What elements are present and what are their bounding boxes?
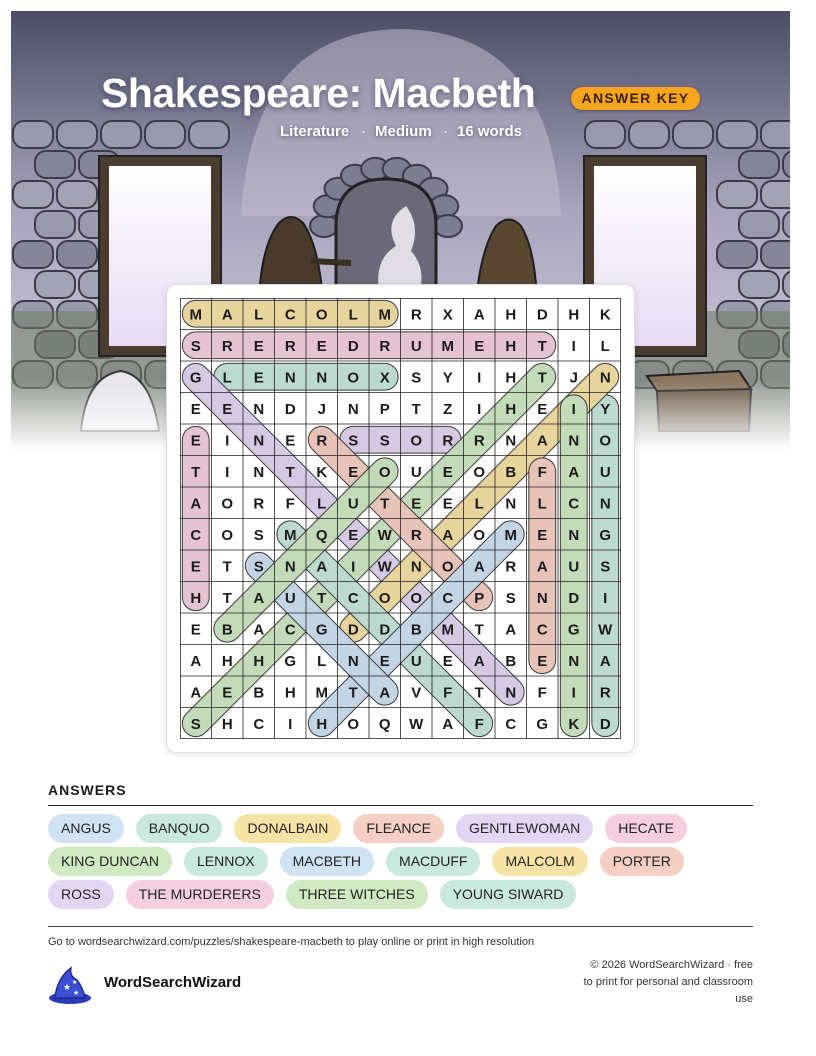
grid-letter: O bbox=[347, 715, 360, 733]
grid-letter: D bbox=[347, 337, 359, 355]
grid-letter: U bbox=[410, 463, 422, 481]
grid-letter: A bbox=[253, 589, 265, 607]
grid-letter: D bbox=[379, 621, 391, 639]
brand-name: WordSearchWizard bbox=[104, 974, 242, 991]
grid-letter: E bbox=[222, 400, 233, 418]
grid-letter: T bbox=[191, 463, 201, 481]
grid-letter: O bbox=[221, 526, 234, 544]
grid-letter: R bbox=[379, 337, 391, 355]
grid-letter: I bbox=[351, 558, 356, 576]
grid-letter: A bbox=[190, 652, 202, 670]
grid-letter: C bbox=[505, 715, 517, 733]
grid-letter: F bbox=[537, 684, 547, 702]
grid-letter: U bbox=[410, 652, 422, 670]
answer-chip: MALCOLM bbox=[492, 847, 587, 876]
answer-chip: HECATE bbox=[605, 814, 687, 843]
grid-letter: G bbox=[315, 621, 328, 639]
grid-letter: H bbox=[190, 589, 202, 607]
grid-letter: A bbox=[599, 652, 611, 670]
grid-letter: A bbox=[536, 432, 548, 450]
grid-letter: T bbox=[222, 589, 232, 607]
grid-letter: W bbox=[598, 621, 613, 639]
grid-letter: R bbox=[599, 684, 611, 702]
grid-letter: N bbox=[568, 526, 580, 544]
grid-letter: G bbox=[284, 652, 297, 670]
answer-chip: ANGUS bbox=[48, 814, 124, 843]
grid-letter: W bbox=[377, 526, 392, 544]
grid-letter: S bbox=[411, 369, 422, 387]
grid-letter: C bbox=[442, 589, 454, 607]
grid-letter: K bbox=[568, 715, 580, 733]
page-title: Shakespeare: Macbeth bbox=[101, 70, 536, 116]
grid-letter: N bbox=[505, 495, 517, 513]
grid-letter: A bbox=[442, 526, 454, 544]
grid-letter: R bbox=[316, 432, 328, 450]
grid-letter: E bbox=[379, 652, 390, 670]
answer-chip: PORTER bbox=[600, 847, 684, 876]
difficulty-label: Medium bbox=[375, 123, 432, 140]
grid-letter: I bbox=[225, 463, 230, 481]
grid-letter: L bbox=[317, 652, 327, 670]
grid-letter: A bbox=[379, 684, 391, 702]
meta-separator: · bbox=[443, 123, 448, 140]
grid-letter: A bbox=[190, 495, 202, 513]
grid-letter: C bbox=[190, 526, 202, 544]
grid-letter: S bbox=[190, 337, 201, 355]
grid-letter: H bbox=[505, 337, 517, 355]
grid-letter: C bbox=[284, 621, 296, 639]
grid-letter: A bbox=[316, 558, 328, 576]
svg-text:★: ★ bbox=[63, 983, 72, 993]
grid-letter: U bbox=[599, 463, 611, 481]
grid-letter: H bbox=[505, 400, 517, 418]
grid-letter: N bbox=[505, 432, 517, 450]
grid-letter: E bbox=[537, 652, 548, 670]
grid-letter: T bbox=[411, 400, 421, 418]
grid-letter: S bbox=[253, 558, 264, 576]
grid-letter: I bbox=[571, 337, 576, 355]
footer-link-text: Go to wordsearchwizard.com/puzzles/shakespeare-macbeth to play online or print in high resolution bbox=[48, 936, 535, 948]
answers-heading: ANSWERS bbox=[48, 782, 127, 798]
grid-letter: A bbox=[442, 715, 454, 733]
divider bbox=[48, 926, 753, 927]
answer-chip: ROSS bbox=[48, 880, 114, 909]
grid-letter: N bbox=[599, 369, 611, 387]
grid-letter: G bbox=[536, 715, 549, 733]
grid-letter: R bbox=[473, 432, 485, 450]
grid-letter: H bbox=[221, 715, 233, 733]
grid-letter: F bbox=[285, 495, 295, 513]
grid-letter: V bbox=[411, 684, 422, 702]
grid-letter: Q bbox=[378, 715, 391, 733]
grid-letter: I bbox=[571, 684, 576, 702]
grid-letter: T bbox=[474, 684, 484, 702]
category-label: Literature bbox=[280, 123, 350, 140]
grid-letter: I bbox=[225, 432, 230, 450]
grid-letter: E bbox=[190, 621, 201, 639]
answer-chip: GENTLEWOMAN bbox=[456, 814, 593, 843]
grid-letter: H bbox=[221, 652, 233, 670]
grid-letter: S bbox=[348, 432, 359, 450]
grid-letter: T bbox=[537, 369, 547, 387]
grid-letter: N bbox=[253, 400, 265, 418]
grid-letter: T bbox=[380, 495, 390, 513]
grid-letter: I bbox=[571, 400, 576, 418]
grid-letter: H bbox=[505, 306, 517, 324]
grid-letter: F bbox=[443, 684, 453, 702]
grid-letter: R bbox=[442, 432, 454, 450]
grid-letter: T bbox=[537, 337, 547, 355]
grid-letter: D bbox=[568, 589, 580, 607]
grid-letter: T bbox=[348, 684, 358, 702]
grid-letter: S bbox=[600, 558, 611, 576]
grid-letter: T bbox=[317, 589, 327, 607]
grid-letter: D bbox=[599, 715, 611, 733]
grid-letter: P bbox=[379, 400, 390, 418]
arched-door bbox=[336, 179, 436, 301]
grid-letter: E bbox=[537, 400, 548, 418]
grid-letter: P bbox=[474, 589, 485, 607]
grid-letter: J bbox=[569, 369, 578, 387]
grid-letter: B bbox=[505, 652, 517, 670]
grid-letter: R bbox=[284, 337, 296, 355]
grid-letter: K bbox=[316, 463, 328, 481]
grid-letter: L bbox=[254, 306, 264, 324]
grid-letter: A bbox=[505, 621, 517, 639]
answer-chip: BANQUO bbox=[136, 814, 223, 843]
grid-letter: R bbox=[221, 337, 233, 355]
grid-letter: A bbox=[473, 652, 485, 670]
grid-letter: N bbox=[316, 369, 328, 387]
grid-letter: N bbox=[253, 463, 265, 481]
grid-letter: O bbox=[473, 463, 486, 481]
grid-letter: C bbox=[253, 715, 265, 733]
grid-letter: H bbox=[505, 369, 517, 387]
grid-letter: E bbox=[253, 369, 264, 387]
grid-letter: R bbox=[253, 495, 265, 513]
grid-letter: N bbox=[284, 558, 296, 576]
grid-letter: H bbox=[568, 306, 580, 324]
grid-letter: O bbox=[410, 432, 423, 450]
grid-letter: G bbox=[189, 369, 202, 387]
divider bbox=[48, 805, 753, 806]
grid-letter: A bbox=[221, 306, 233, 324]
grid-letter: F bbox=[537, 463, 547, 481]
grid-letter: U bbox=[347, 495, 359, 513]
grid-letter: E bbox=[411, 495, 422, 513]
grid-letter: E bbox=[442, 652, 453, 670]
grid-letter: N bbox=[568, 652, 580, 670]
answer-chip: FLEANCE bbox=[353, 814, 444, 843]
grid-letter: W bbox=[377, 558, 392, 576]
grid-letter: E bbox=[316, 337, 327, 355]
grid-letter: G bbox=[567, 621, 580, 639]
grid-letter: S bbox=[379, 432, 390, 450]
grid-letter: G bbox=[599, 526, 612, 544]
answer-key-badge: ANSWER KEY bbox=[571, 87, 700, 110]
answer-chip: KING DUNCAN bbox=[48, 847, 172, 876]
grid-letter: C bbox=[568, 495, 580, 513]
grid-letter: O bbox=[599, 432, 612, 450]
grid-letter: E bbox=[348, 463, 359, 481]
grid-letter: N bbox=[505, 684, 517, 702]
grid-letter: M bbox=[284, 526, 297, 544]
grid-letter: A bbox=[536, 558, 548, 576]
grid-letter: N bbox=[253, 432, 265, 450]
grid-letter: I bbox=[288, 715, 293, 733]
grid-letter: U bbox=[410, 337, 422, 355]
grid-letter: H bbox=[284, 684, 296, 702]
answer-chip: MACDUFF bbox=[386, 847, 480, 876]
grid-letter: O bbox=[410, 589, 423, 607]
grid-letter: M bbox=[315, 684, 328, 702]
grid-letter: C bbox=[536, 621, 548, 639]
grid-letter: H bbox=[316, 715, 328, 733]
grid-letter: R bbox=[505, 558, 517, 576]
grid-letter: L bbox=[474, 495, 484, 513]
grid-letter: C bbox=[284, 306, 296, 324]
grid-letter: K bbox=[599, 306, 611, 324]
grid-letter: M bbox=[441, 621, 454, 639]
grid-letter: O bbox=[378, 589, 391, 607]
meta-separator: · bbox=[361, 123, 366, 140]
grid-letter: X bbox=[442, 306, 453, 324]
grid-letter: L bbox=[600, 337, 610, 355]
answer-chip: DONALBAIN bbox=[234, 814, 341, 843]
grid-letter: E bbox=[253, 337, 264, 355]
grid-letter: L bbox=[348, 306, 358, 324]
grid-letter: T bbox=[474, 621, 484, 639]
grid-letter: S bbox=[505, 589, 516, 607]
grid-letter: Y bbox=[600, 400, 611, 418]
grid-letter: I bbox=[477, 400, 482, 418]
grid-letter: M bbox=[378, 306, 391, 324]
grid-letter: N bbox=[347, 652, 359, 670]
grid-letter: F bbox=[474, 715, 484, 733]
grid-letter: A bbox=[253, 621, 265, 639]
grid-letter: D bbox=[347, 621, 359, 639]
grid-letter: E bbox=[442, 495, 453, 513]
grid-letter: N bbox=[410, 558, 422, 576]
grid-letter: B bbox=[505, 463, 517, 481]
grid-letter: D bbox=[284, 400, 296, 418]
grid-letter: E bbox=[442, 463, 453, 481]
grid-letter: W bbox=[409, 715, 424, 733]
grid-letter: B bbox=[410, 621, 422, 639]
grid-letter: I bbox=[603, 589, 608, 607]
grid-letter: B bbox=[221, 621, 233, 639]
answer-chip: THREE WITCHES bbox=[286, 880, 428, 909]
grid-letter: Q bbox=[315, 526, 328, 544]
grid-letter: L bbox=[317, 495, 327, 513]
answer-chip: YOUNG SIWARD bbox=[440, 880, 577, 909]
grid-letter: B bbox=[253, 684, 265, 702]
grid-letter: J bbox=[317, 400, 326, 418]
grid-letter: D bbox=[536, 306, 548, 324]
grid-letter: R bbox=[410, 526, 422, 544]
grid-letter: M bbox=[189, 306, 202, 324]
grid-letter: S bbox=[253, 526, 264, 544]
grid-letter: S bbox=[190, 715, 201, 733]
answer-chip: MACBETH bbox=[280, 847, 374, 876]
answer-chip: LENNOX bbox=[184, 847, 268, 876]
grid-letter: U bbox=[284, 589, 296, 607]
grid-letter: R bbox=[410, 306, 422, 324]
grid-letter: I bbox=[477, 369, 482, 387]
grid-letter: N bbox=[284, 369, 296, 387]
grid-letter: O bbox=[315, 306, 328, 324]
grid-letter: U bbox=[568, 558, 580, 576]
grid-letter: E bbox=[190, 432, 201, 450]
grid-letter: T bbox=[222, 558, 232, 576]
grid-letter: N bbox=[536, 589, 548, 607]
grid-letter: E bbox=[285, 432, 296, 450]
grid-letter: T bbox=[285, 463, 295, 481]
grid-letter: M bbox=[504, 526, 517, 544]
grid-letter: O bbox=[221, 495, 234, 513]
answer-chip: THE MURDERERS bbox=[126, 880, 274, 909]
grid-letter: E bbox=[474, 337, 485, 355]
grid-letter: E bbox=[190, 558, 201, 576]
grid-letter: A bbox=[190, 684, 202, 702]
grid-letter: Y bbox=[442, 369, 453, 387]
grid-letter: N bbox=[568, 432, 580, 450]
grid-letter: A bbox=[473, 306, 485, 324]
grid-letter: X bbox=[379, 369, 390, 387]
grid-letter: E bbox=[537, 526, 548, 544]
grid-letter: L bbox=[222, 369, 232, 387]
grid-letter: E bbox=[222, 684, 233, 702]
grid-letter: C bbox=[347, 589, 359, 607]
word-count-label: 16 words bbox=[457, 123, 523, 140]
grid-letter: O bbox=[441, 558, 454, 576]
grid-letter: O bbox=[473, 526, 486, 544]
wizard-hat-icon bbox=[47, 964, 93, 1006]
grid-letter: N bbox=[599, 495, 611, 513]
grid-letter: L bbox=[537, 495, 547, 513]
grid-letter: M bbox=[441, 337, 454, 355]
svg-text:★: ★ bbox=[73, 989, 80, 997]
grid-letter: Z bbox=[443, 400, 453, 418]
grid-letter: N bbox=[347, 400, 359, 418]
svg-text:★: ★ bbox=[72, 979, 78, 986]
grid-letter: A bbox=[568, 463, 580, 481]
grid-letter: H bbox=[253, 652, 265, 670]
grid-letter: O bbox=[347, 369, 360, 387]
grid-letter: E bbox=[190, 400, 201, 418]
word-search-grid bbox=[180, 298, 621, 739]
grid-letter: O bbox=[378, 463, 391, 481]
grid-letter: A bbox=[473, 558, 485, 576]
answer-list bbox=[48, 814, 758, 909]
grid-letter: E bbox=[348, 526, 359, 544]
copyright-text: © 2026 WordSearchWizard · free to print for personal and classroom use bbox=[583, 959, 753, 1005]
